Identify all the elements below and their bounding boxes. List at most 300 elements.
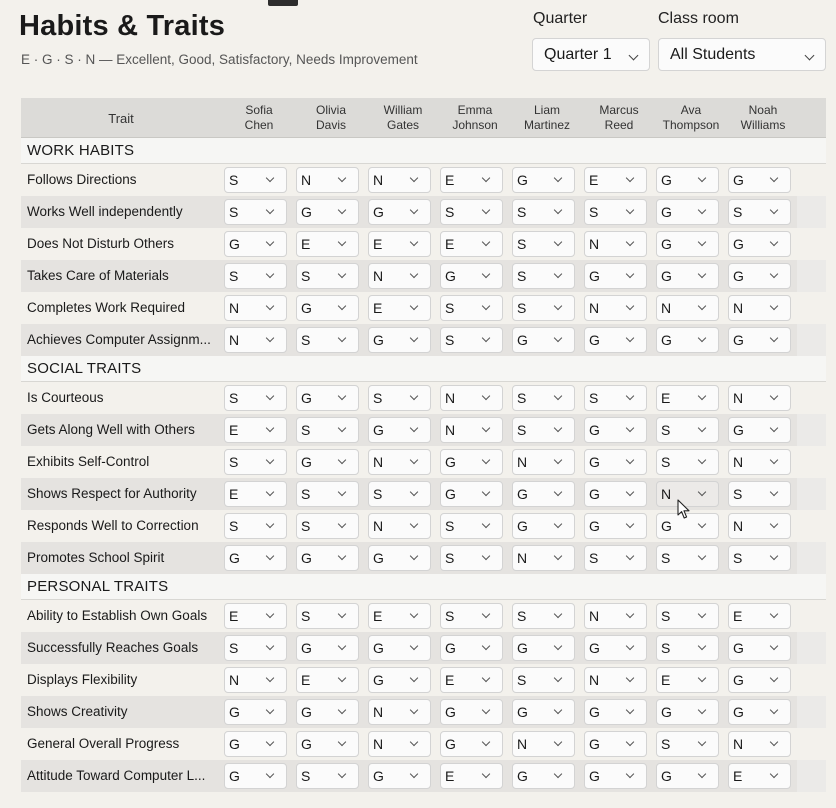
grade-dropdown[interactable]	[224, 635, 287, 661]
grade-value: S	[301, 422, 311, 438]
quarter-dropdown[interactable]	[532, 38, 650, 71]
chevron-down-icon	[482, 770, 490, 778]
chevron-down-icon	[482, 270, 490, 278]
grade-value: N	[229, 672, 240, 688]
chevron-down-icon	[554, 334, 562, 342]
grade-value: G	[445, 486, 456, 502]
grade-dropdown[interactable]	[584, 699, 647, 725]
grade-value: G	[733, 268, 744, 284]
grade-dropdown[interactable]	[728, 603, 791, 629]
section-title: WORK HABITS	[27, 142, 135, 159]
chevron-down-icon	[266, 174, 274, 182]
grade-value: S	[661, 422, 671, 438]
grade-value: G	[229, 704, 240, 720]
grade-dropdown[interactable]	[440, 385, 503, 411]
chevron-down-icon	[482, 706, 490, 714]
grade-value: N	[445, 422, 456, 438]
grade-value: S	[517, 204, 527, 220]
student-column-header[interactable]: Emma Johnson	[452, 103, 498, 132]
grade-dropdown[interactable]	[440, 513, 503, 539]
chevron-down-icon	[626, 674, 634, 682]
chevron-down-icon	[698, 334, 706, 342]
trait-label: General Overall Progress	[27, 736, 180, 751]
chevron-down-icon	[698, 238, 706, 246]
grade-dropdown[interactable]	[224, 731, 287, 757]
grade-value: E	[445, 172, 455, 188]
grade-dropdown[interactable]	[224, 763, 287, 789]
grade-dropdown[interactable]	[656, 699, 719, 725]
grade-dropdown[interactable]	[368, 513, 431, 539]
grade-dropdown[interactable]	[728, 295, 791, 321]
grade-dropdown[interactable]	[296, 327, 359, 353]
chevron-down-icon	[338, 520, 346, 528]
grade-value: S	[301, 268, 311, 284]
chevron-down-icon	[410, 552, 418, 560]
grade-value: E	[301, 236, 311, 252]
grade-dropdown[interactable]	[368, 295, 431, 321]
grade-dropdown[interactable]	[440, 763, 503, 789]
chevron-down-icon	[482, 302, 490, 310]
chevron-down-icon	[554, 706, 562, 714]
grade-dropdown[interactable]	[368, 385, 431, 411]
student-column-header[interactable]: Liam Martinez	[523, 103, 570, 132]
grade-dropdown[interactable]	[440, 545, 503, 571]
grade-dropdown[interactable]	[728, 167, 791, 193]
grade-dropdown[interactable]	[728, 231, 791, 257]
grade-dropdown[interactable]	[728, 699, 791, 725]
grade-value: N	[229, 300, 240, 316]
grade-dropdown[interactable]	[656, 545, 719, 571]
grade-dropdown[interactable]	[224, 513, 287, 539]
chevron-down-icon	[626, 424, 634, 432]
grade-dropdown[interactable]	[512, 199, 575, 225]
grade-dropdown[interactable]	[584, 327, 647, 353]
grade-dropdown[interactable]	[224, 231, 287, 257]
grade-value: G	[301, 454, 312, 470]
grade-dropdown[interactable]	[368, 481, 431, 507]
grade-dropdown[interactable]	[728, 731, 791, 757]
student-column-header[interactable]: Sofia Chen	[244, 103, 274, 132]
grade-value: G	[229, 768, 240, 784]
grade-dropdown[interactable]	[512, 481, 575, 507]
chevron-down-icon	[482, 174, 490, 182]
grade-dropdown[interactable]	[368, 231, 431, 257]
chevron-down-icon	[482, 610, 490, 618]
window-tab-marker	[268, 0, 298, 6]
grade-dropdown[interactable]	[728, 263, 791, 289]
chevron-down-icon	[338, 334, 346, 342]
grade-dropdown[interactable]	[728, 327, 791, 353]
grade-dropdown[interactable]	[512, 449, 575, 475]
grade-dropdown[interactable]	[584, 731, 647, 757]
grade-dropdown[interactable]	[728, 763, 791, 789]
grade-dropdown[interactable]	[656, 231, 719, 257]
grade-value: G	[661, 204, 672, 220]
grade-dropdown[interactable]	[656, 449, 719, 475]
grade-dropdown[interactable]	[512, 635, 575, 661]
grade-dropdown[interactable]	[512, 167, 575, 193]
chevron-down-icon	[266, 334, 274, 342]
chevron-down-icon	[626, 738, 634, 746]
chevron-down-icon	[626, 206, 634, 214]
table-row	[21, 164, 826, 196]
grade-dropdown[interactable]	[584, 417, 647, 443]
grade-dropdown[interactable]	[440, 417, 503, 443]
grade-dropdown[interactable]	[584, 449, 647, 475]
grade-dropdown[interactable]	[440, 295, 503, 321]
grade-value: N	[661, 486, 672, 502]
grade-value: S	[517, 236, 527, 252]
row-tail	[797, 228, 826, 260]
grade-value: E	[445, 768, 455, 784]
chevron-down-icon	[626, 488, 634, 496]
grade-dropdown[interactable]	[224, 481, 287, 507]
grade-dropdown[interactable]	[296, 417, 359, 443]
grade-dropdown[interactable]	[512, 699, 575, 725]
grade-dropdown[interactable]	[296, 699, 359, 725]
row-tail	[797, 196, 826, 228]
grade-dropdown[interactable]	[728, 199, 791, 225]
grade-dropdown[interactable]	[584, 199, 647, 225]
grade-value: S	[301, 332, 311, 348]
grade-dropdown[interactable]	[584, 545, 647, 571]
chevron-down-icon	[554, 238, 562, 246]
grade-dropdown[interactable]	[296, 449, 359, 475]
grade-dropdown[interactable]	[584, 231, 647, 257]
grade-value: E	[661, 390, 671, 406]
row-tail	[797, 600, 826, 632]
student-column-header[interactable]: Ava Thompson	[662, 103, 720, 132]
grade-dropdown[interactable]	[656, 635, 719, 661]
grade-dropdown[interactable]	[512, 513, 575, 539]
grade-dropdown[interactable]	[728, 449, 791, 475]
grade-dropdown[interactable]	[656, 417, 719, 443]
grade-dropdown[interactable]	[296, 263, 359, 289]
grade-dropdown[interactable]	[224, 603, 287, 629]
chevron-down-icon	[482, 488, 490, 496]
grade-dropdown[interactable]	[656, 603, 719, 629]
grade-dropdown[interactable]	[368, 449, 431, 475]
table-row	[21, 292, 826, 324]
grade-value: G	[589, 640, 600, 656]
grade-dropdown[interactable]	[656, 763, 719, 789]
grade-value: G	[589, 486, 600, 502]
grade-dropdown[interactable]	[224, 449, 287, 475]
grade-dropdown[interactable]	[368, 699, 431, 725]
grade-dropdown[interactable]	[656, 327, 719, 353]
grade-dropdown[interactable]	[224, 167, 287, 193]
chevron-down-icon	[338, 238, 346, 246]
grade-dropdown[interactable]	[584, 763, 647, 789]
grade-dropdown[interactable]	[728, 385, 791, 411]
chevron-down-icon	[410, 610, 418, 618]
chevron-down-icon	[698, 424, 706, 432]
chevron-down-icon	[266, 488, 274, 496]
row-tail	[797, 510, 826, 542]
classroom-dropdown[interactable]	[658, 38, 826, 71]
chevron-down-icon	[410, 424, 418, 432]
chevron-down-icon	[770, 642, 778, 650]
grade-value: S	[229, 172, 239, 188]
grade-dropdown[interactable]	[656, 199, 719, 225]
grade-value: G	[301, 300, 312, 316]
grade-value: N	[373, 454, 384, 470]
chevron-down-icon	[410, 456, 418, 464]
trait-column-header[interactable]: Trait	[108, 110, 134, 126]
grade-dropdown[interactable]	[368, 545, 431, 571]
grade-dropdown[interactable]	[368, 635, 431, 661]
row-tail	[797, 664, 826, 696]
grade-dropdown[interactable]	[440, 449, 503, 475]
chevron-down-icon	[698, 552, 706, 560]
grade-dropdown[interactable]	[512, 603, 575, 629]
table-row	[21, 600, 826, 632]
grade-dropdown[interactable]	[296, 635, 359, 661]
grade-dropdown[interactable]	[296, 513, 359, 539]
grade-dropdown[interactable]	[512, 667, 575, 693]
grade-dropdown[interactable]	[368, 731, 431, 757]
grade-dropdown[interactable]	[584, 667, 647, 693]
grade-dropdown[interactable]	[296, 481, 359, 507]
chevron-down-icon	[482, 424, 490, 432]
grade-dropdown[interactable]	[656, 385, 719, 411]
chevron-down-icon	[626, 238, 634, 246]
grade-dropdown[interactable]	[512, 295, 575, 321]
grade-dropdown[interactable]	[656, 263, 719, 289]
student-column-header[interactable]: Marcus Reed	[599, 103, 639, 132]
grade-dropdown[interactable]	[296, 199, 359, 225]
grade-dropdown[interactable]	[440, 699, 503, 725]
grade-value: N	[589, 608, 600, 624]
grade-value: G	[445, 268, 456, 284]
chevron-down-icon	[410, 392, 418, 400]
grade-value: G	[373, 204, 384, 220]
grade-dropdown[interactable]	[440, 263, 503, 289]
student-column-header[interactable]: William Gates	[383, 103, 423, 132]
grade-dropdown[interactable]	[512, 417, 575, 443]
chevron-down-icon	[266, 706, 274, 714]
row-tail	[797, 728, 826, 760]
chevron-down-icon	[698, 174, 706, 182]
table-row	[21, 414, 826, 446]
grade-value: G	[661, 704, 672, 720]
grade-dropdown[interactable]	[296, 167, 359, 193]
grade-value: S	[445, 550, 455, 566]
grade-value: G	[229, 736, 240, 752]
grade-dropdown[interactable]	[296, 385, 359, 411]
grade-value: N	[661, 300, 672, 316]
grade-value: N	[733, 390, 744, 406]
grade-value: N	[373, 704, 384, 720]
grade-dropdown[interactable]	[512, 263, 575, 289]
table-row	[21, 664, 826, 696]
trait-label: Does Not Disturb Others	[27, 236, 175, 251]
chevron-down-icon	[338, 392, 346, 400]
quarter-label: Quarter	[533, 10, 588, 27]
chevron-down-icon	[554, 674, 562, 682]
grade-value: E	[229, 608, 239, 624]
chevron-down-icon	[410, 674, 418, 682]
chevron-down-icon	[266, 610, 274, 618]
grade-dropdown[interactable]	[296, 545, 359, 571]
grade-value: G	[661, 518, 672, 534]
grade-dropdown[interactable]	[368, 263, 431, 289]
chevron-down-icon	[770, 270, 778, 278]
grade-dropdown[interactable]	[656, 295, 719, 321]
grade-dropdown[interactable]	[512, 763, 575, 789]
grade-dropdown[interactable]	[368, 167, 431, 193]
table-row	[21, 696, 826, 728]
trait-label: Completes Work Required	[27, 300, 186, 315]
grade-dropdown[interactable]	[728, 635, 791, 661]
chevron-down-icon	[338, 610, 346, 618]
grade-dropdown[interactable]	[224, 699, 287, 725]
grade-dropdown[interactable]	[512, 231, 575, 257]
grade-dropdown[interactable]	[440, 481, 503, 507]
grade-dropdown[interactable]	[296, 603, 359, 629]
grade-dropdown[interactable]	[368, 763, 431, 789]
chevron-down-icon	[554, 424, 562, 432]
grade-dropdown[interactable]	[656, 731, 719, 757]
grade-dropdown[interactable]	[728, 667, 791, 693]
chevron-down-icon	[482, 392, 490, 400]
grade-dropdown[interactable]	[584, 167, 647, 193]
grade-dropdown[interactable]	[440, 167, 503, 193]
grade-dropdown[interactable]	[512, 731, 575, 757]
grade-dropdown[interactable]	[584, 513, 647, 539]
grade-dropdown[interactable]	[296, 763, 359, 789]
grade-value: E	[301, 672, 311, 688]
grade-dropdown[interactable]	[512, 545, 575, 571]
grade-value: G	[517, 704, 528, 720]
grade-dropdown[interactable]	[224, 295, 287, 321]
grade-dropdown[interactable]	[368, 667, 431, 693]
grade-value: G	[301, 204, 312, 220]
chevron-down-icon	[626, 302, 634, 310]
grade-dropdown[interactable]	[584, 385, 647, 411]
grade-dropdown[interactable]	[224, 199, 287, 225]
grade-value: S	[517, 422, 527, 438]
grade-dropdown[interactable]	[224, 545, 287, 571]
grade-value: S	[661, 640, 671, 656]
table-row	[21, 260, 826, 292]
grade-dropdown[interactable]	[224, 263, 287, 289]
table-row	[21, 382, 826, 414]
grade-value: S	[733, 550, 743, 566]
grade-value: S	[373, 390, 383, 406]
grade-dropdown[interactable]	[728, 481, 791, 507]
grade-value: S	[445, 332, 455, 348]
chevron-down-icon	[338, 424, 346, 432]
chevron-down-icon	[626, 270, 634, 278]
chevron-down-icon	[770, 488, 778, 496]
trait-label: Shows Respect for Authority	[27, 486, 197, 501]
grade-dropdown[interactable]	[728, 545, 791, 571]
grade-value: N	[517, 454, 528, 470]
grade-dropdown[interactable]	[440, 667, 503, 693]
grade-dropdown[interactable]	[224, 385, 287, 411]
chevron-down-icon	[770, 302, 778, 310]
chevron-down-icon	[770, 674, 778, 682]
chevron-down-icon	[698, 392, 706, 400]
grade-dropdown[interactable]	[584, 635, 647, 661]
trait-label: Follows Directions	[27, 172, 137, 187]
chevron-down-icon	[266, 520, 274, 528]
grade-value: N	[589, 236, 600, 252]
chevron-down-icon	[698, 206, 706, 214]
grade-dropdown[interactable]	[728, 513, 791, 539]
page-title: Habits & Traits	[19, 10, 226, 42]
grade-dropdown[interactable]	[296, 731, 359, 757]
grade-dropdown[interactable]	[440, 231, 503, 257]
chevron-down-icon	[770, 392, 778, 400]
grade-dropdown[interactable]	[584, 295, 647, 321]
grade-value: S	[445, 608, 455, 624]
grade-dropdown[interactable]	[296, 667, 359, 693]
grade-value: G	[229, 236, 240, 252]
grade-dropdown[interactable]	[440, 199, 503, 225]
student-column-header[interactable]: Noah Williams	[740, 103, 786, 132]
grade-value: S	[229, 518, 239, 534]
grade-dropdown[interactable]	[224, 417, 287, 443]
grade-dropdown[interactable]	[368, 327, 431, 353]
chevron-down-icon	[698, 488, 706, 496]
chevron-down-icon	[338, 642, 346, 650]
chevron-down-icon	[698, 520, 706, 528]
chevron-down-icon	[770, 238, 778, 246]
chevron-down-icon	[698, 642, 706, 650]
chevron-down-icon	[770, 706, 778, 714]
grade-dropdown[interactable]	[440, 635, 503, 661]
chevron-down-icon	[266, 642, 274, 650]
grade-dropdown[interactable]	[368, 417, 431, 443]
grade-dropdown[interactable]	[440, 731, 503, 757]
grade-value: S	[589, 390, 599, 406]
grade-value: G	[733, 332, 744, 348]
grade-value: S	[589, 550, 599, 566]
grade-dropdown[interactable]	[440, 603, 503, 629]
grade-dropdown[interactable]	[728, 417, 791, 443]
grade-dropdown[interactable]	[440, 327, 503, 353]
grade-value: S	[589, 204, 599, 220]
grade-dropdown[interactable]	[296, 231, 359, 257]
grade-dropdown[interactable]	[512, 385, 575, 411]
grade-dropdown[interactable]	[512, 327, 575, 353]
grade-dropdown[interactable]	[224, 667, 287, 693]
chevron-down-icon	[554, 206, 562, 214]
grade-dropdown[interactable]	[584, 603, 647, 629]
grade-dropdown[interactable]	[296, 295, 359, 321]
chevron-down-icon	[266, 238, 274, 246]
grade-dropdown[interactable]	[368, 603, 431, 629]
chevron-down-icon	[338, 206, 346, 214]
grade-dropdown[interactable]	[656, 667, 719, 693]
grade-dropdown[interactable]	[584, 481, 647, 507]
grade-dropdown[interactable]	[368, 199, 431, 225]
grade-dropdown[interactable]	[224, 327, 287, 353]
grade-dropdown[interactable]	[584, 263, 647, 289]
row-tail	[797, 260, 826, 292]
chevron-down-icon	[266, 738, 274, 746]
grade-value: N	[445, 390, 456, 406]
grade-value: G	[445, 454, 456, 470]
grade-dropdown[interactable]	[656, 167, 719, 193]
traits-grid	[21, 98, 826, 792]
student-column-header[interactable]: Olivia Davis	[315, 103, 346, 132]
trait-label: Displays Flexibility	[27, 672, 138, 687]
quarter-value: Quarter 1	[544, 45, 612, 63]
grade-value: G	[733, 640, 744, 656]
